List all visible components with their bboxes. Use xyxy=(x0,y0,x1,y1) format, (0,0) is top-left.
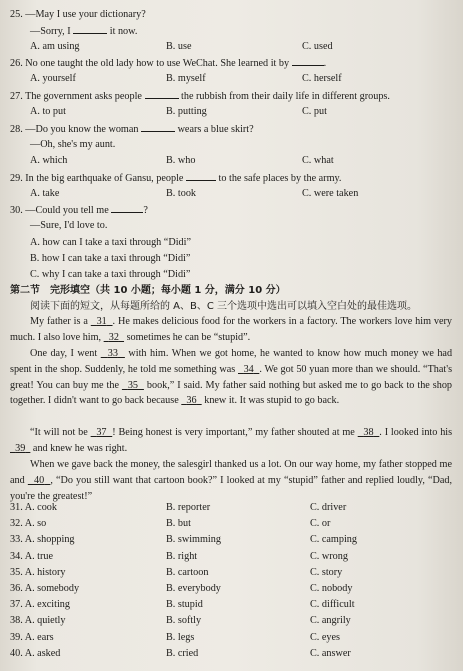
stem-text: ? xyxy=(143,205,148,216)
answer-blank xyxy=(292,55,324,66)
passage-text: . I looked into his xyxy=(379,427,453,438)
cloze-option-36-b: B. everybody xyxy=(166,583,221,594)
cloze-option-37-a: 37. A. exciting xyxy=(10,599,70,611)
answer-blank xyxy=(111,202,143,213)
cloze-option-37-b: B. stupid xyxy=(166,599,203,611)
option-b: B. putting xyxy=(166,106,207,117)
answer-blank xyxy=(73,23,107,34)
cloze-option-31-b: B. reporter xyxy=(166,502,211,513)
cloze-option-38-b: B. softly xyxy=(166,615,202,627)
passage-text: “It will not be xyxy=(30,427,88,438)
cloze-option-40-c: C. answer xyxy=(310,647,351,659)
question-28-reply: —Oh, she's my aunt. xyxy=(30,139,116,150)
cloze-blank-32 xyxy=(104,332,124,343)
passage-paragraph-4 xyxy=(10,457,452,504)
option-a: A. to put xyxy=(30,106,66,117)
passage-text: When we gave back the money, the salesgirl thanked us a lot. On our way home, my father stopped me and xyxy=(10,459,452,486)
cloze-blank-38 xyxy=(358,427,380,438)
option-c: C. herself xyxy=(302,73,342,84)
section-heading: 第二节 完形填空（共 10 小题；每小题 1 分，满分 10 分） xyxy=(10,285,286,296)
question-number: 25. xyxy=(10,9,23,20)
question-stem: In the big earthquake of Gansu, people xyxy=(25,173,184,184)
passage-text: sometimes he can be “stupid”. xyxy=(126,331,251,343)
stem-text: it now. xyxy=(109,26,138,37)
cloze-option-36-c: C. nobody xyxy=(310,583,353,594)
question-30-reply: —Sure, I'd love to. xyxy=(30,220,108,231)
section-instruction: 阅读下面的短文，从每题所给的 A、B、C 三个选项中选出可以填入空白处的最佳选项。 xyxy=(30,301,418,312)
option-c: C. what xyxy=(302,155,334,166)
cloze-option-35-b: B. cartoon xyxy=(166,566,209,578)
cloze-blank-35 xyxy=(122,380,144,391)
passage-text: My father is a xyxy=(30,316,88,327)
option-b: B. myself xyxy=(166,73,206,84)
cloze-option-34-a: 34. A. true xyxy=(10,550,54,562)
option-c: C. were taken xyxy=(302,188,359,199)
cloze-option-31-c: C. driver xyxy=(310,502,347,513)
cloze-option-32-a: 32. A. so xyxy=(10,518,47,530)
cloze-option-33-a: 33. A. shopping xyxy=(10,534,75,546)
cloze-option-37-c: C. difficult xyxy=(310,599,355,611)
question-stem: —Could you tell me xyxy=(25,205,109,216)
answer-blank xyxy=(186,170,216,181)
cloze-option-39-a: 39. A. ears xyxy=(10,631,54,643)
option-a: A. which xyxy=(30,155,68,166)
cloze-option-35-a: 35. A. history xyxy=(10,566,66,578)
blank-number: 33 xyxy=(107,348,118,359)
question-stem: —May I use your dictionary? xyxy=(25,9,146,20)
question-29 xyxy=(10,170,341,187)
cloze-option-40-b: B. cried xyxy=(166,647,199,659)
passage-text: One day, I went xyxy=(30,348,98,359)
passage-text: , “Do you still want that cartoon book?” I looked at my “stupid” father and replied loudly, “Dad, you're the greatest!” xyxy=(10,474,453,502)
question-26 xyxy=(10,55,326,72)
cloze-option-32-b: B. but xyxy=(166,518,191,530)
option-c: C. used xyxy=(302,41,333,52)
question-30 xyxy=(10,202,148,219)
cloze-option-39-c: C. eyes xyxy=(310,631,340,643)
cloze-blank-39 xyxy=(10,443,30,454)
blank-number: 34 xyxy=(243,363,254,375)
question-stem: The government asks people xyxy=(25,91,142,102)
cloze-option-32-c: C. or xyxy=(310,518,331,530)
answer-blank xyxy=(145,88,179,99)
question-number: 28. xyxy=(10,124,23,135)
passage-text: . We got 50 yuan more than we should. “That's great! You can buy me the xyxy=(10,363,453,391)
blank-number: 40 xyxy=(33,474,45,486)
cloze-blank-40 xyxy=(28,475,51,486)
blank-number: 37 xyxy=(96,427,107,438)
option-a: A. take xyxy=(30,188,60,199)
question-25-line2 xyxy=(30,23,137,40)
passage-text: and knew he was right. xyxy=(32,442,128,454)
option-b: B. use xyxy=(166,41,192,52)
stem-text: the rubbish from their daily life in different groups. xyxy=(181,91,390,102)
cloze-option-38-c: C. angrily xyxy=(310,615,351,627)
cloze-option-34-b: B. right xyxy=(166,550,198,562)
passage-text: . He makes delicious food for the workers in a factory. The workers love him very much. I also love him, xyxy=(10,316,453,343)
passage-text: book,” I said. My father said nothing but asked me to go back to the shop together. I didn't want to go back because xyxy=(10,379,453,407)
cloze-blank-33 xyxy=(101,348,125,359)
question-stem: No one taught the old lady how to use WeChat. She learned it by xyxy=(25,58,290,69)
stem-text: wears a blue skirt? xyxy=(177,124,254,135)
question-stem: —Do you know the woman xyxy=(25,124,139,135)
cloze-option-39-b: B. legs xyxy=(166,631,195,643)
passage-text: knew it. It was stupid to go back. xyxy=(204,395,340,407)
option-b: B. how I can take a taxi through “Didi” xyxy=(30,253,191,264)
cloze-option-33-b: B. swimming xyxy=(166,534,221,546)
option-b: B. took xyxy=(166,188,197,199)
blank-number: 31 xyxy=(96,316,107,327)
blank-number: 35 xyxy=(127,379,139,391)
question-number: 29. xyxy=(10,173,23,184)
cloze-option-33-c: C. camping xyxy=(310,534,357,546)
blank-number: 39 xyxy=(15,442,26,454)
passage-paragraph-1 xyxy=(10,314,452,346)
question-number: 27. xyxy=(10,91,23,102)
passage-paragraph-3 xyxy=(10,425,452,457)
stem-text: —Sorry, I xyxy=(30,26,71,37)
answer-blank xyxy=(141,121,175,132)
option-c: C. put xyxy=(302,106,327,117)
cloze-option-35-c: C. story xyxy=(310,566,343,578)
passage-text: ! Being honest is very important,” my father shouted at me xyxy=(112,427,355,438)
cloze-blank-34 xyxy=(238,364,259,375)
option-a: A. am using xyxy=(30,41,80,52)
cloze-blank-36 xyxy=(181,395,201,406)
stem-text: . xyxy=(323,58,327,69)
blank-number: 32 xyxy=(108,331,119,343)
option-a: A. yourself xyxy=(30,73,76,84)
blank-number: 38 xyxy=(363,427,374,438)
passage-text: with him. When we got home, he wanted to know how much money we had spent in the shop. Suddenly, he told me something was xyxy=(10,348,453,375)
passage-paragraph-2 xyxy=(10,346,452,409)
question-25 xyxy=(10,7,146,23)
blank-number: 36 xyxy=(186,395,197,407)
question-number: 26. xyxy=(10,58,23,69)
stem-text: to the safe places by the army. xyxy=(218,173,342,184)
question-28 xyxy=(10,121,254,138)
cloze-blank-37 xyxy=(91,427,113,438)
question-27 xyxy=(10,88,390,105)
question-number: 30. xyxy=(10,205,23,216)
cloze-blank-31 xyxy=(91,316,113,327)
cloze-option-38-a: 38. A. quietly xyxy=(10,615,66,627)
cloze-option-36-a: 36. A. somebody xyxy=(10,583,80,594)
option-c: C. why I can take a taxi through “Didi” xyxy=(30,269,191,280)
option-b: B. who xyxy=(166,155,196,166)
option-a: A. how can I take a taxi through “Didi” xyxy=(30,237,191,248)
cloze-option-34-c: C. wrong xyxy=(310,550,348,562)
cloze-option-40-a: 40. A. asked xyxy=(10,647,61,659)
cloze-option-31-a: 31. A. cook xyxy=(10,502,57,513)
